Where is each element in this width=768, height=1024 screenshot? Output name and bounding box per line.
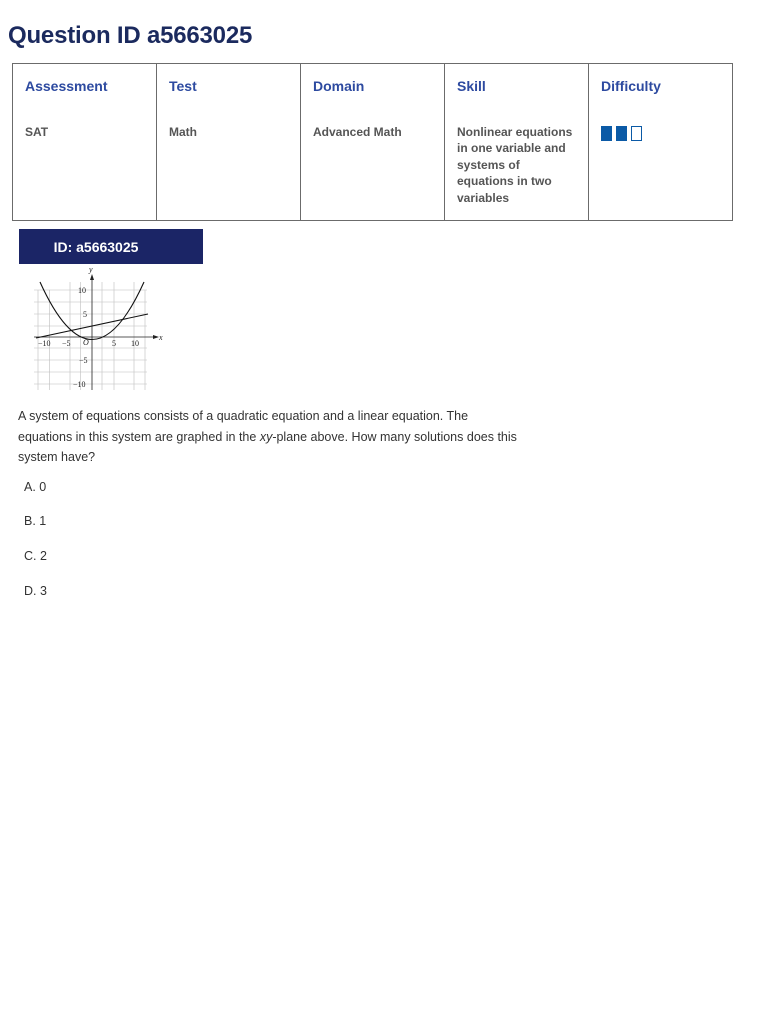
- header-assessment: Assessment: [13, 64, 157, 108]
- question-italic-term: xy: [259, 429, 273, 444]
- x-tick-label: 10: [131, 339, 139, 348]
- y-axis-arrow: [90, 274, 94, 280]
- page-title: Question ID a5663025: [8, 22, 253, 49]
- y-tick-label: 5: [83, 310, 87, 319]
- cell-domain: Advanced Math: [301, 108, 445, 221]
- question-metadata-table: [12, 63, 733, 221]
- question-text-part: A system of equations consists of a quadratic equation and a linear equation. The equations in this system are graphed in the: [18, 409, 469, 444]
- answer-choice-a[interactable]: A. 0: [24, 480, 47, 494]
- y-tick-label: −10: [73, 380, 86, 389]
- table-row: [13, 108, 733, 221]
- cell-difficulty: [589, 108, 733, 221]
- coordinate-graph: [30, 262, 162, 394]
- header-skill: Skill: [445, 64, 589, 108]
- x-tick-label: −5: [62, 339, 71, 348]
- cell-assessment: SAT: [13, 108, 157, 221]
- y-axis-label: y: [89, 265, 93, 274]
- header-domain: Domain: [301, 64, 445, 108]
- cell-skill: Nonlinear equations in one variable and systems of equations in two variables: [445, 108, 589, 221]
- answer-choice-d[interactable]: D. 3: [24, 584, 47, 598]
- difficulty-square: [601, 126, 612, 141]
- grid: [34, 282, 147, 390]
- difficulty-square: [631, 126, 642, 141]
- header-test: Test: [157, 64, 301, 108]
- table-header-row: [13, 64, 733, 108]
- question-text-part: -plane above. How many solutions does this system have?: [18, 429, 517, 464]
- x-tick-label: 5: [112, 339, 116, 348]
- header-difficulty: Difficulty: [589, 64, 733, 108]
- y-tick-label: 10: [78, 286, 86, 295]
- answer-choice-c[interactable]: C. 2: [24, 549, 47, 563]
- origin-label: O: [83, 338, 89, 347]
- question-text: [18, 406, 518, 468]
- y-tick-label: −5: [79, 356, 88, 365]
- x-tick-label: −10: [38, 339, 51, 348]
- difficulty-indicator: [601, 126, 720, 141]
- question-id-bar: ID: a5663025: [19, 229, 203, 264]
- cell-test: Math: [157, 108, 301, 221]
- x-axis-label: x: [159, 333, 163, 342]
- difficulty-square: [616, 126, 627, 141]
- answer-choice-b[interactable]: B. 1: [24, 514, 47, 528]
